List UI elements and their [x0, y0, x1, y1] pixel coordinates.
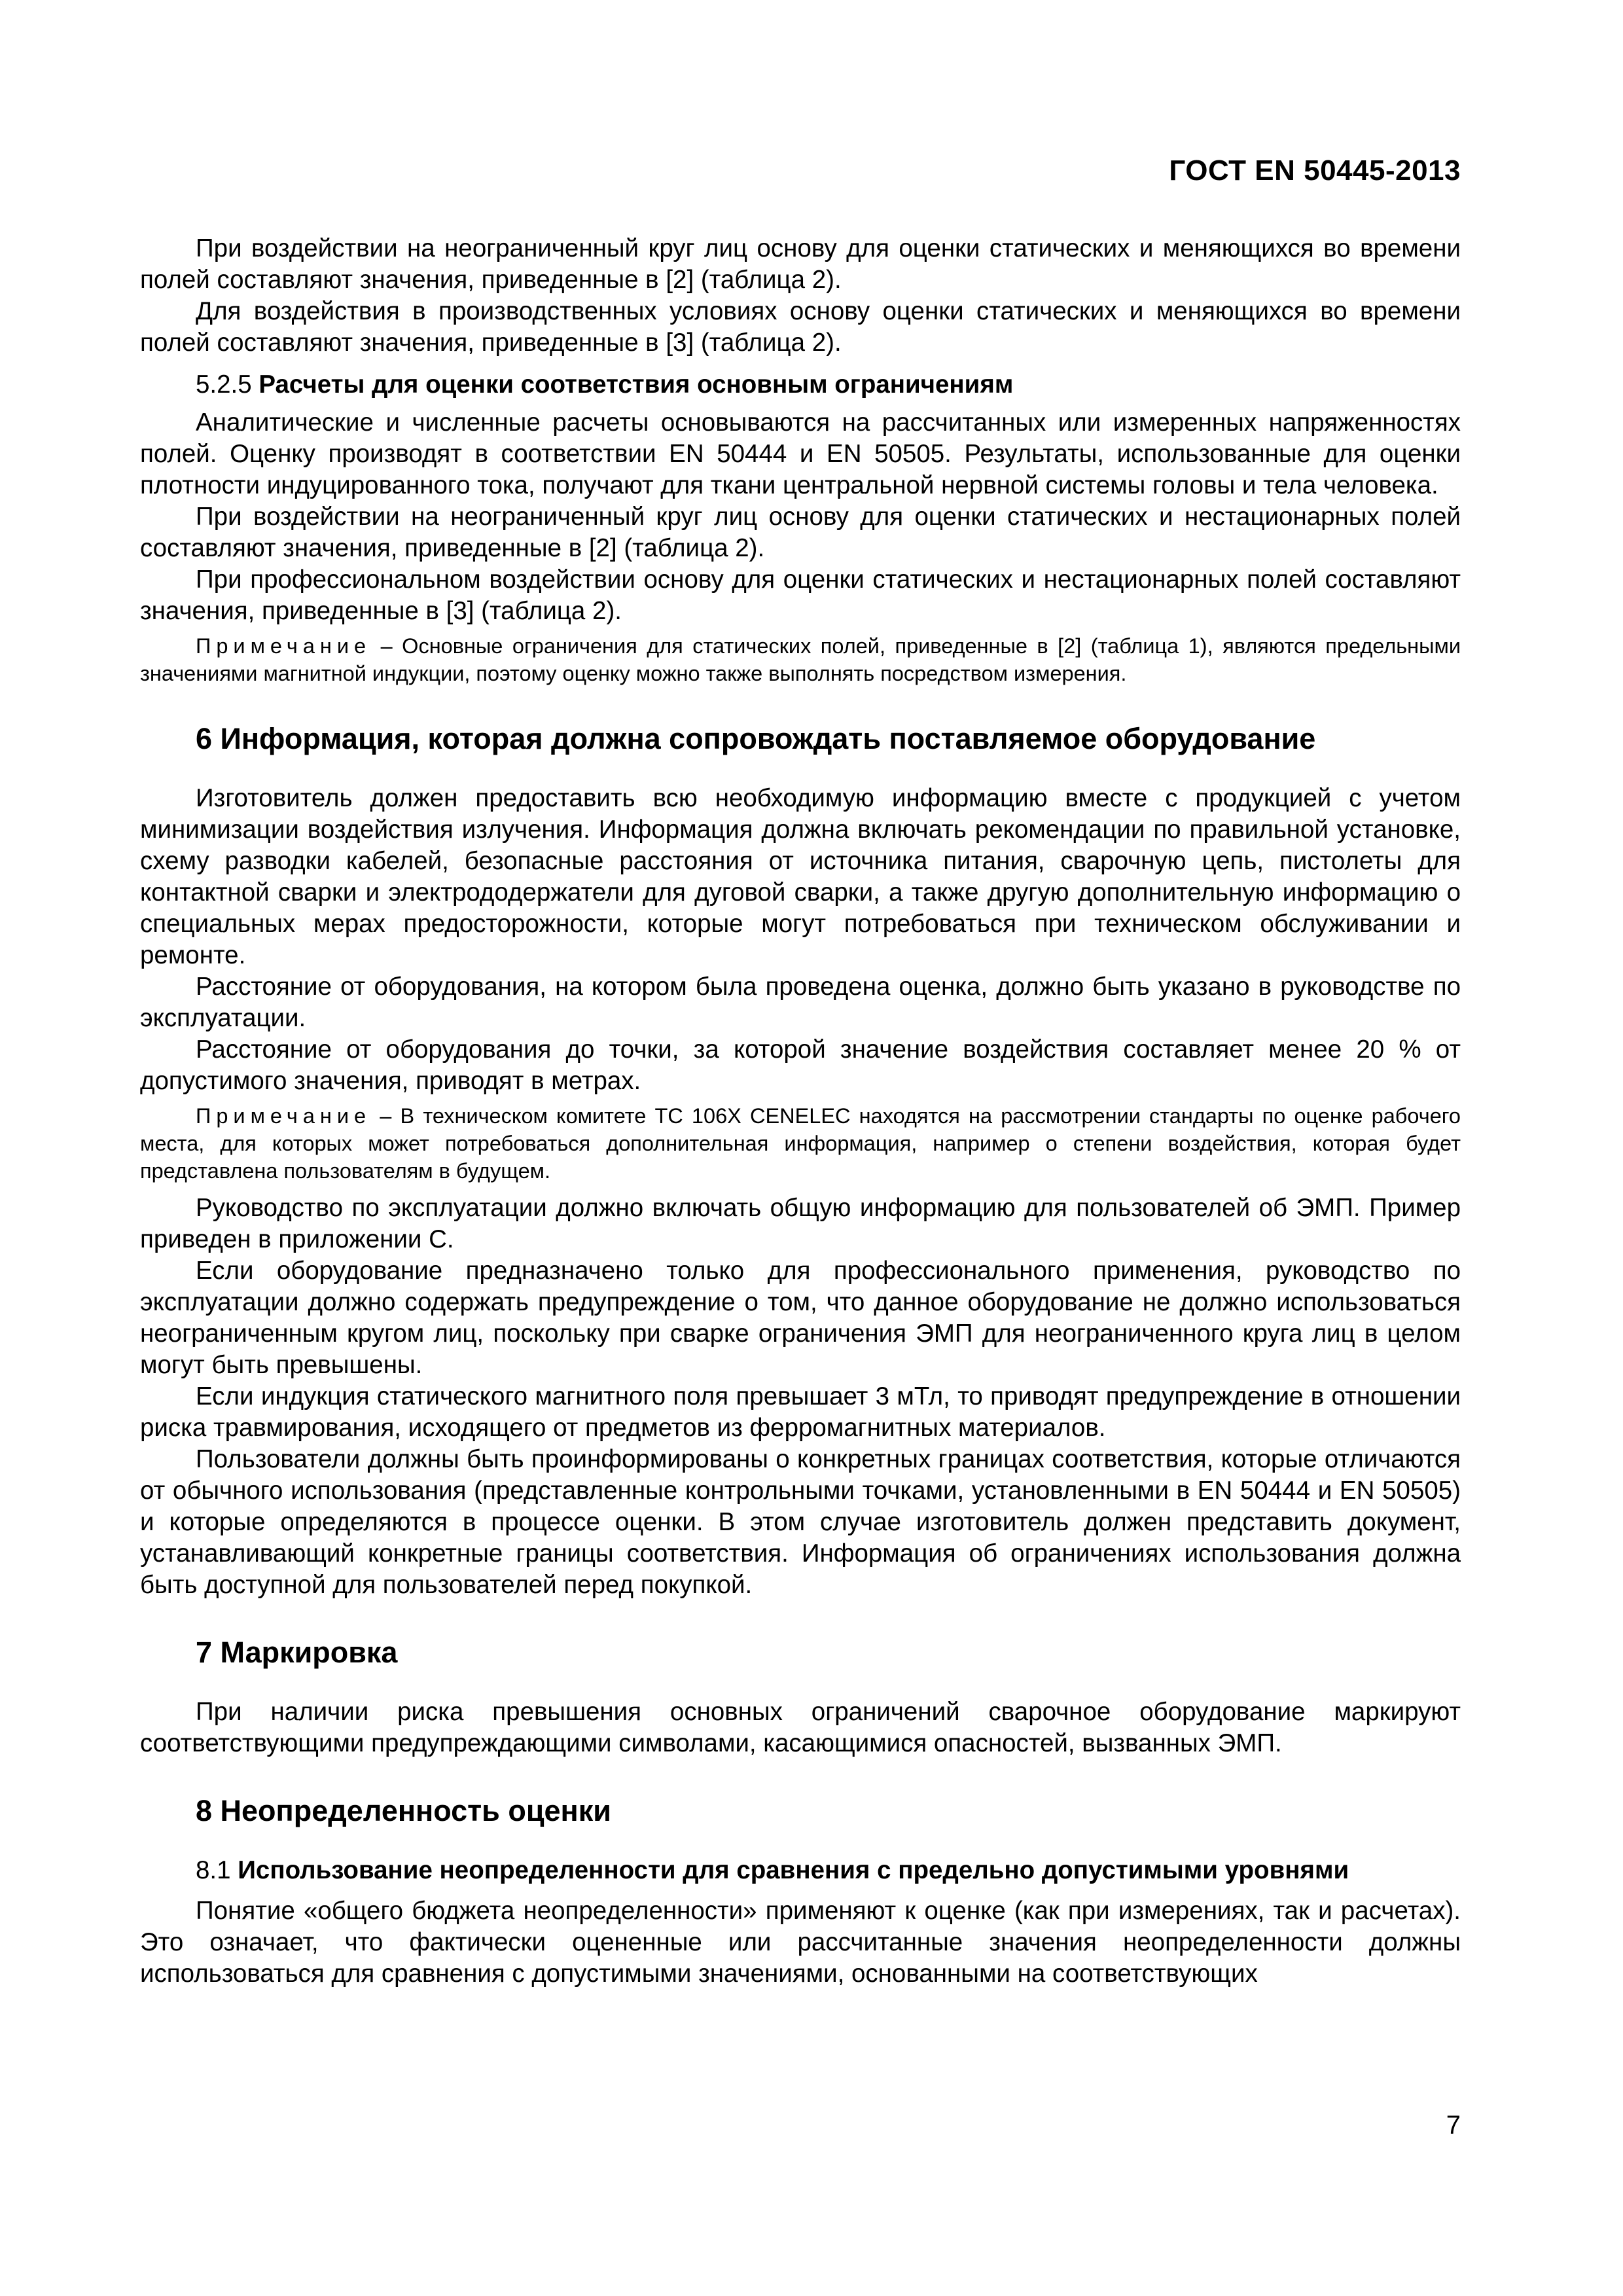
paragraph-compliance-boundaries: Пользователи должны быть проинформированы о конкретных границах соответствия, которые отличаются от обычного использования (представленные контрольными точками, установленными в EN 50444 и EN 50505) и которые определяются в процессе оценки. В этом случае изготовитель должен представить документ, устанавливающий конкретные границы соответствия. Информация об ограничениях использования должна быть доступной для пользователей перед покупкой. [140, 1445, 1461, 1599]
paragraph-user-manual: Руководство по эксплуатации должно включать общую информацию для пользователей об ЭМП. Пример приведен в приложении С. [140, 1194, 1461, 1253]
section-heading-8: 8 Неопределенность оценки [196, 1794, 611, 1827]
subsection-number: 5.2.5 [196, 370, 252, 399]
paragraph-calculations: Аналитические и численные расчеты основываются на рассчитанных или измеренных напряженностях полей. Оценку производят в соответствии EN 50444 и EN 50505. Результаты, использованные для оценки плотности индуцированного тока, получают для ткани центральной нервной системы головы и тела человека. [140, 408, 1461, 499]
note-text: – Основные ограничения для статических полей, приведенные в [2] (таблица 1), являются предельными значениями магнитной индукции, поэтому оценку можно также выполнять посредством измерения. [140, 634, 1461, 685]
paragraph-static-field-warning: Если индукция статического магнитного поля превышает 3 мТл, то приводят предупреждение в отношении риска травмирования, исходящего от предметов из ферромагнитных материалов. [140, 1382, 1461, 1442]
page-content [140, 233, 1461, 1990]
subsection-heading-5-2-5 [140, 369, 1461, 401]
note-label: Примечание [196, 1104, 372, 1128]
note-tc106x [140, 1102, 1461, 1185]
note-static-fields [140, 632, 1461, 687]
section-heading-6: 6 Информация, которая должна сопровождать поставляемое оборудование [196, 722, 1316, 755]
subsection-title: Использование неопределенности для сравнения с предельно допустимыми уровнями [238, 1856, 1349, 1884]
note-text: – В техническом комитете TC 106X CENELEC находятся на рассмотрении стандарты по оценке рабочего места, для которых может потребоваться дополнительная информация, например о степени воздействия, которая будет представлена пользователям в будущем. [140, 1104, 1461, 1183]
paragraph-public-exposure: При воздействии на неограниченный круг лиц основу для оценки статических и меняющихся во времени полей составляют значения, приведенные в [2] (таблица 2). [140, 234, 1461, 294]
subsection-heading-8-1 [140, 1855, 1461, 1886]
paragraph-distance-20-percent: Расстояние от оборудования до точки, за которой значение воздействия составляет менее 20 % от допустимого значения, приводят в метрах. [140, 1035, 1461, 1095]
paragraph-marking: При наличии риска превышения основных ограничений сварочное оборудование маркируют соответствующими предупреждающими символами, касающимися опасностей, вызванных ЭМП. [140, 1698, 1461, 1757]
paragraph-professional-use-warning: Если оборудование предназначено только для профессионального применения, руководство по эксплуатации должно содержать предупреждение о том, что данное оборудование не должно использоваться неограниченным кругом лиц, поскольку при сварке ограничения ЭМП для неограниченного круга лиц в целом могут быть превышены. [140, 1257, 1461, 1379]
spacer [140, 1185, 1461, 1193]
page-number: 7 [1446, 2111, 1461, 2140]
section-heading-7: 7 Маркировка [196, 1636, 398, 1669]
paragraph-uncertainty-budget: Понятие «общего бюджета неопределенности» применяют к оценке (как при измерениях, так и расчетах). Это означает, что фактически оцененные или рассчитанные значения неопределенности должны использоваться для сравнения с допустимыми значениями, основанными на соответствующих [140, 1897, 1461, 1988]
note-label: Примечание [196, 634, 372, 658]
subsection-title: Расчеты для оценки соответствия основным ограничениям [259, 370, 1014, 399]
paragraph-assessment-distance: Расстояние от оборудования, на котором была проведена оценка, должно быть указано в руководстве по эксплуатации. [140, 973, 1461, 1032]
paragraph-professional-limits: При профессиональном воздействии основу для оценки статических и нестационарных полей составляют значения, приведенные в [3] (таблица 2). [140, 565, 1461, 625]
paragraph-manufacturer-info: Изготовитель должен предоставить всю необходимую информацию вместе с продукцией с учетом минимизации воздействия излучения. Информация должна включать рекомендации по правильной установке, схему разводки кабелей, безопасные расстояния от источника питания, сварочную цепь, пистолеты для контактной сварки и электрододержатели для дуговой сварки, а также другую дополнительную информацию о специальных мерах предосторожности, которые могут потребоваться при техническом обслуживании и ремонте. [140, 784, 1461, 969]
paragraph-occupational-exposure: Для воздействия в производственных условиях основу оценки статических и меняющихся во времени полей составляют значения, приведенные в [3] (таблица 2). [140, 297, 1461, 357]
subsection-number: 8.1 [196, 1856, 231, 1884]
document-code: ГОСТ EN 50445-2013 [1169, 154, 1461, 187]
paragraph-public-limits: При воздействии на неограниченный круг лиц основу для оценки статических и нестационарных полей составляют значения, приведенные в [2] (таблица 2). [140, 503, 1461, 562]
